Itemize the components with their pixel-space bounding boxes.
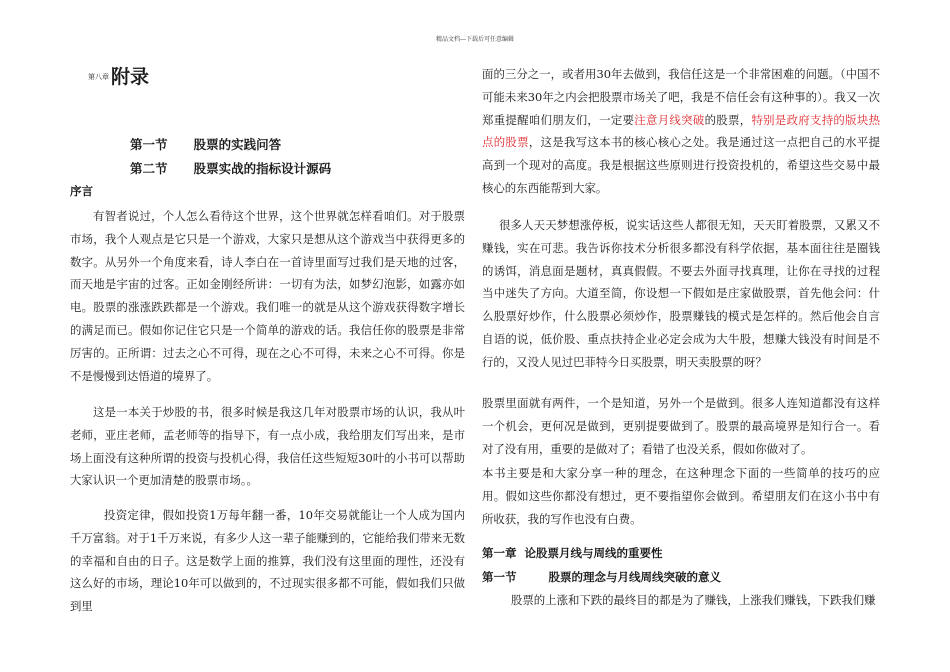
chapter-number: 第八章 xyxy=(88,73,109,81)
right-paragraph-5: 股票的上涨和下跌的最终目的都是为了赚钱，上涨我们赚钱，下跌我们赚 xyxy=(511,593,876,607)
right-paragraph-2: 很多人天天梦想涨停板，说实话这些人都很无知，天天盯着股票，又累又不赚钱，实在可悲。我告诉你技术分析很多都没有科学依据，基本面往往是圈钱的诱饵，消息面是题材，真真假假。不要去外面寻找真理，让你在寻找的过程当中迷失了方向。大道至简，你设想一下假如是庄家做股票，首先他会问：什么股票好炒作，什么股票必须炒作，股票赚钱的模式是怎样的。然后他会自言自语的说，低价股、重点扶持企业必定会成为大牛股，想赚大钱没有时间是不行的，又没人见过巴菲特今日买股票，明天卖股票的呀？ xyxy=(482,218,880,369)
text-run: ，这是我写这本书的核心核心之处。我是通过这一点把自己的水平提高到一个现对的高度。我是根据这些原则进行投资投机的，希望这些交易中最核心的东西能帮到大家。 xyxy=(482,135,880,195)
section-heading-1: 第一节 股票的实践问答 xyxy=(130,137,282,152)
highlight-policy-sectors: 特别是政府支持的版块热点的股票 xyxy=(482,112,880,150)
preface-paragraph-3: 投资定律，假如投资1万每年翻一番，10年交易就能让一个人成为国内千万富翁。对于1千万来说，有多少人这一辈子能赚到的，它能给我们带来无数的幸福和自由的日子。这是数学上面的推算，我们没有这里面的理性，还没有这么好的市场，理论10年可以做到的，不过现实很多都不可能，假如我们只做到里 xyxy=(70,508,465,614)
right-paragraph-4: 本书主要是和大家分享一种的理念，在这种理念下面的一些简单的技巧的应用。假如这些你都没有想过，更不要指望你会做到。希望朋友们在这小书中有所收获，我的写作也没有白费。 xyxy=(482,466,880,526)
chapter-title: 附录 xyxy=(111,66,150,88)
preface-title: 序言 xyxy=(70,184,93,198)
highlight-monthly-breakout: 注意月线突破 xyxy=(634,112,705,127)
right-paragraph-3: 股票里面就有两件，一个是知道，另外一个是做到。很多人连知道都没有这样一个机会，更何况是做到，更别提要做到了。股票的最高境界是知行合一。看对了没有用，重要的是做对了；看错了也没关系，假如你做对了。 xyxy=(482,396,880,456)
section-heading-2: 第二节 股票实战的指标设计源码 xyxy=(130,161,332,176)
preface-paragraph-2: 这是一本关于炒股的书，很多时候是我这几年对股票市场的认识，我从叶老师，亚庄老师，孟老师等的指导下，有一点小成，我给朋友们写出来，是市场上面没有这种所谓的投资与投机心得，我信任这些短短30叶的小书可以帮助大家认识一个更加清楚的股票市场。。 xyxy=(70,405,465,488)
text-run: 的股票， xyxy=(704,112,752,127)
preface-paragraph-1: 有智者说过，个人怎么看待这个世界，这个世界就怎样看咱们。对于股票市场，我个人观点是它只是一个游戏，大家只是想从这个游戏当中获得更多的数字。从另外一个角度来看，诗人李白在一首诗里面写过我们是天地的过客，而天地是宇宙的过客。正如金刚经所讲：一切有为法，如梦幻泡影，如露亦如电。股票的涨涨跌跌都是一个游戏。我们唯一的就是从这个游戏获得数字增长的满足而已。假如你记住它只是一个简单的游戏的话。我信任你的股票是非常厉害的。正所谓：过去之心不可得，现在之心不可得，未来之心不可得。你是不是慢慢到达悟道的境界了。 xyxy=(70,209,465,383)
page-header: 精品文档---下载后可任意编辑 xyxy=(435,36,515,43)
text-run: 面的三分之一，或者用30年去做到，我信任这是一个非常困难的问题。（中国不可能未来30年之内会把股票市场关了吧，我是不信任会有这种事的）。我又一次郑重提醒咱们朋友们，一定要 xyxy=(482,67,880,127)
chapter-1-heading: 第一章 论股票月线与周线的重要性 xyxy=(482,546,663,560)
chapter-1-section-1-heading: 第一节 股票的理念与月线周线突破的意义 xyxy=(482,570,722,584)
right-paragraph-1 xyxy=(482,63,880,200)
